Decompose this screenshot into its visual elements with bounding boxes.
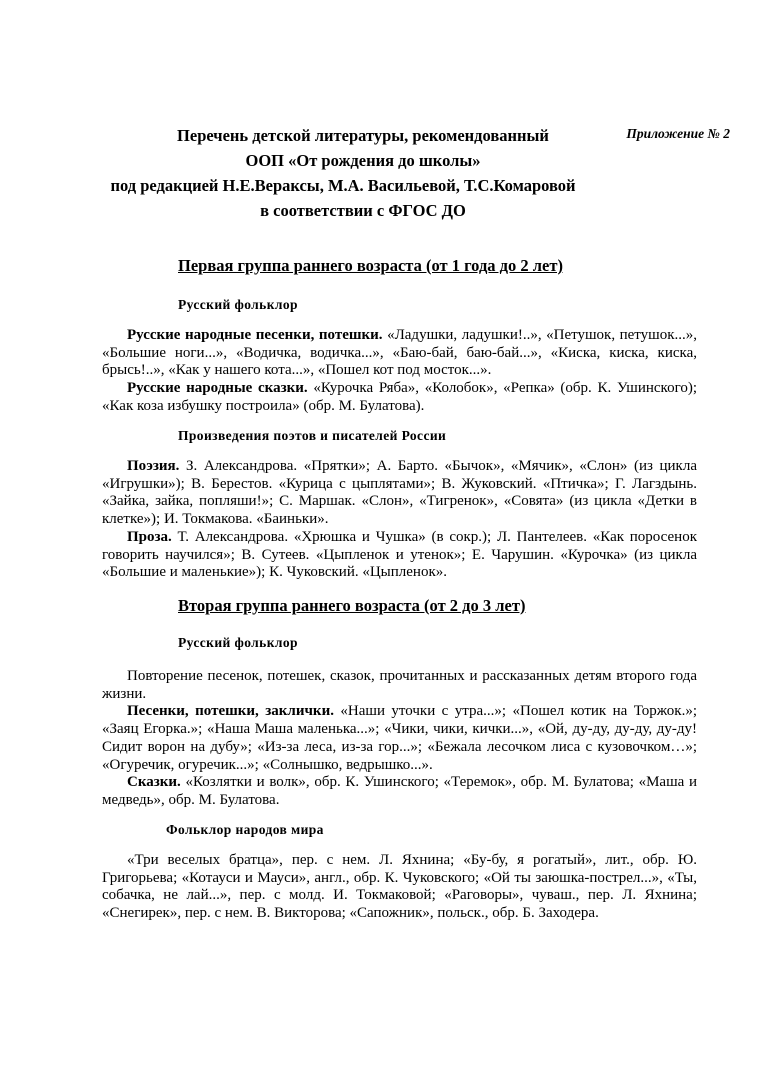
paragraph [102, 852, 697, 923]
paragraph [102, 380, 697, 415]
title-line: под редакцией Н.Е.Вераксы, М.А. Васильевой, Т.С.Комаровой [110, 176, 576, 195]
paragraph-text: «Курочка Ряба», «Колобок», «Репка» (обр. К. Ушинского); «Как коза избушку построила» (обр. М. Булатова). [102, 380, 698, 414]
paragraph-label: Песенки, потешки, заклички. [127, 703, 334, 720]
subheading-russian-authors: Произведения поэтов и писателей России [178, 428, 447, 443]
world-folk-paragraphs [102, 852, 697, 923]
folk-paragraphs [102, 327, 697, 416]
paragraph [102, 774, 697, 809]
section-heading-group2: Вторая группа раннего возраста (от 2 до 3 лет) [178, 596, 526, 615]
paragraph [102, 668, 697, 703]
paragraph-text: Повторение песенок, потешек, сказок, прочитанных и рассказанных детям второго года жизни. [102, 668, 697, 702]
paragraph-text: З. Александрова. «Прятки»; А. Барто. «Бычок», «Мячик», «Слон» (из цикла «Игрушки»); В. Берестов. «Курица с цыплятами»; В. Жуковский. «Птичка»; Г. Лагздынь. «Зайка, зайка, попляши!»; С. Маршак. «Слон», «Тигренок», «Совята» (из цикла «Детки в клетке»); И. Токмакова. «Баиньки». [102, 458, 697, 528]
title-line: ООП «От рождения до школы» [245, 151, 481, 170]
document-title [90, 123, 636, 223]
paragraph-label: Поэзия. [127, 458, 180, 474]
subheading-folk: Русский фольклор [178, 297, 298, 312]
paragraph-label: Русские народные сказки. [127, 380, 308, 397]
authors-paragraphs [102, 458, 697, 582]
paragraph-label: Проза. [127, 528, 172, 545]
paragraph-text: Т. Александрова. «Хрюшка и Чушка» (в сокр.); Л. Пантелеев. «Как поросенок говорить научился»; В. Сутеев. «Цыпленок и утенок»; Е. Чарушин. «Курочка» (из цикла «Большие и маленькие»); К. Чуковский. «Цыпленок». [102, 528, 697, 581]
paragraph-text: «Ладушки, ладушки!..», «Петушок, петушок...», «Большие ноги...», «Водичка, водичка...», «Баю-бай, баю-бай...», «Киска, киска, киска, брысь!..», «Как у нашего кота...», «Пошел кот под мосток...». [102, 327, 697, 379]
subheading-world-folk: Фольклор народов мира [166, 822, 324, 837]
folk-paragraphs [102, 668, 697, 810]
paragraph [102, 703, 697, 774]
paragraph-label: Русские народные песенки, потешки. [127, 327, 383, 343]
paragraph-text: «Три веселых братца», пер. с нем. Л. Яхнина; «Бу-бу, я рогатый», лит., обр. Ю. Григорьева; «Котауси и Мауси», англ., обр. К. Чуковского; «Ой ты заюшка-пострел...», «Ты, собачка, не лай...», пер. с молд. И. Токмаковой; «Раговоры», чуваш., пер. Л. Яхнина; «Снегирек», пер. с нем. В. Викторова; «Сапожник», польск., обр. Б. Заходера. [102, 852, 697, 922]
section-heading-group1: Первая группа раннего возраста (от 1 года до 2 лет) [178, 256, 563, 275]
paragraph [102, 529, 697, 582]
title-line: Перечень детской литературы, рекомендованный [177, 126, 549, 145]
paragraph [102, 327, 697, 380]
paragraph-label: Сказки. [127, 774, 181, 791]
paragraph [102, 458, 697, 529]
title-line: в соответствии с ФГОС ДО [260, 201, 466, 220]
appendix-label: Приложение № 2 [626, 126, 730, 141]
paragraph-text: «Наши уточки с утра...»; «Пошел котик на Торжок.»; «Заяц Егорка.»; «Наша Маша маленька...»; «Чики, чики, кички...», «Ой, ду-ду, ду-ду, ду-ду! Сидит ворон на дубу»; «Из-за леса, из-за гор...»; «Бежала лесочком лиса с кузовочком…»; «Огуречик, огуречик...»; «Солнышко, ведрышко...». [102, 703, 698, 773]
paragraph-text: «Козлятки и волк», обр. К. Ушинского; «Теремок», обр. М. Булатова; «Маша и медведь», обр. М. Булатова. [102, 774, 697, 808]
subheading-folk: Русский фольклор [178, 635, 298, 650]
